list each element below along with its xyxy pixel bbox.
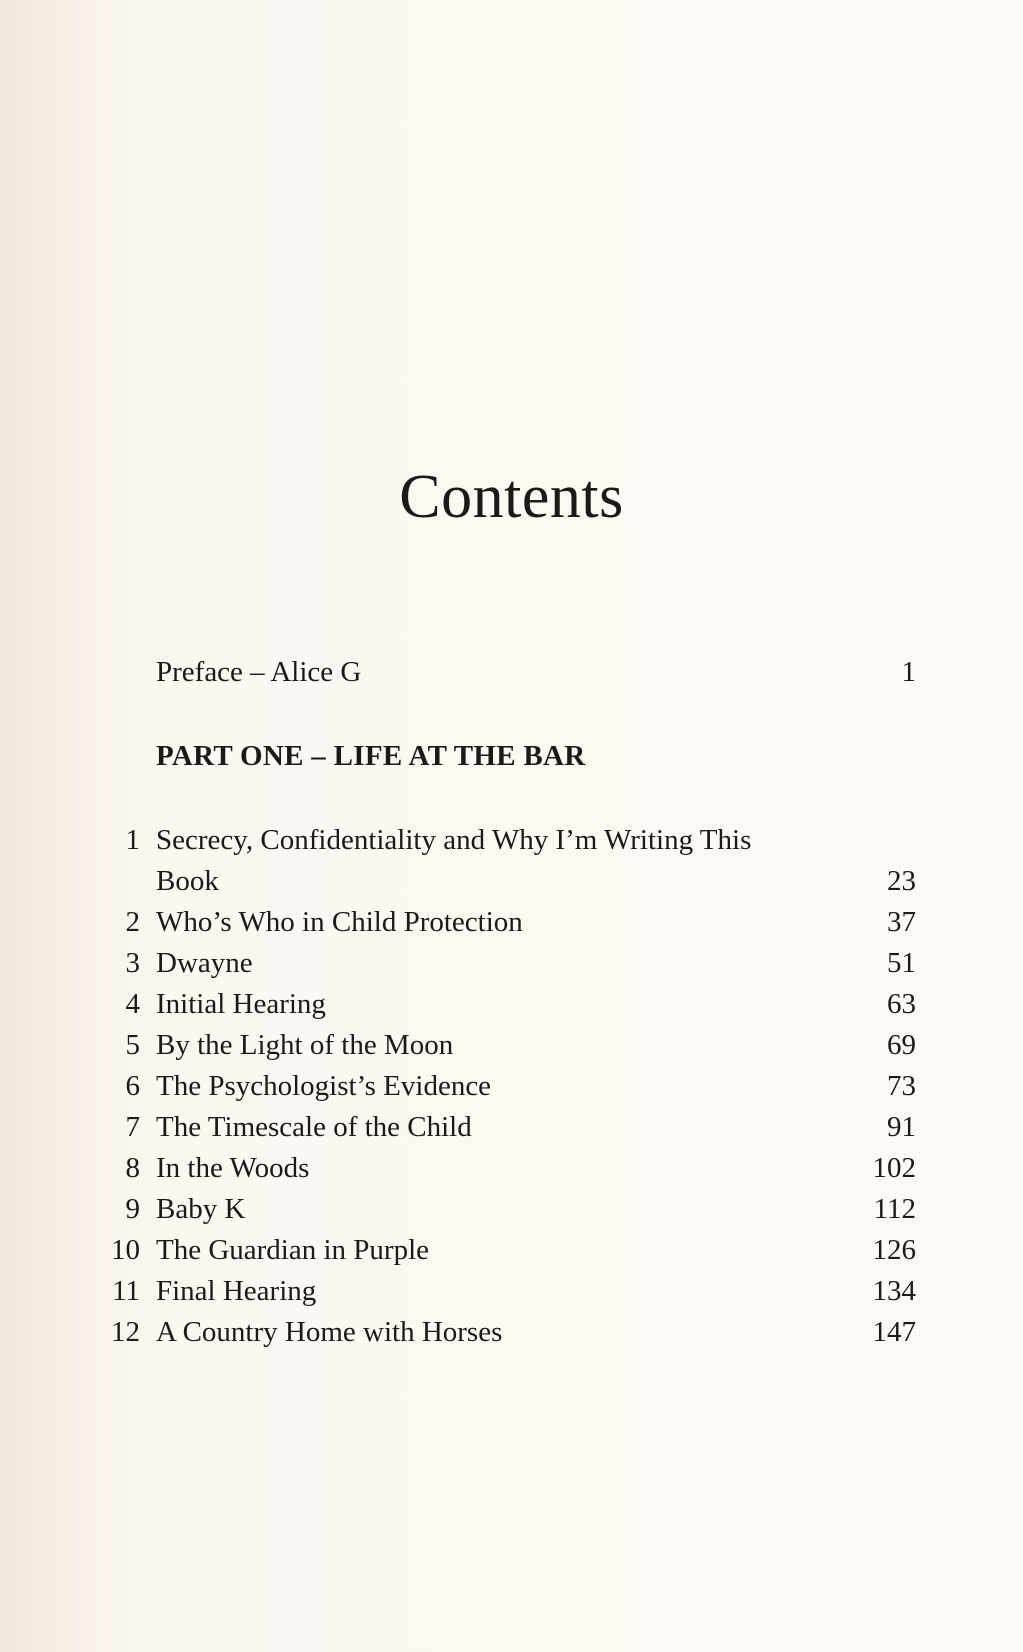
chapter-entry (90, 820, 916, 902)
chapter-number: 3 (125, 947, 140, 979)
chapter-page-number: 73 (887, 1070, 916, 1102)
chapter-entry (90, 1189, 916, 1230)
chapter-number: 11 (112, 1275, 140, 1307)
chapter-entry (90, 1230, 916, 1271)
chapter-entry (90, 1271, 916, 1312)
chapter-entry (90, 984, 916, 1025)
chapter-page-number: 69 (887, 1029, 916, 1061)
page-title: Contents (399, 463, 624, 531)
chapter-title: Secrecy, Confidentiality and Why I’m Writing This Book (156, 824, 752, 897)
chapter-entry (90, 1107, 916, 1148)
chapter-title: By the Light of the Moon (156, 1029, 454, 1061)
chapter-title: The Timescale of the Child (156, 1111, 472, 1143)
chapter-page-number: 23 (887, 865, 916, 897)
chapter-number: 12 (111, 1316, 140, 1348)
chapter-number: 10 (111, 1234, 140, 1266)
chapter-page-number: 147 (872, 1316, 916, 1348)
chapter-title: In the Woods (156, 1152, 310, 1184)
chapter-page-number: 126 (872, 1234, 916, 1266)
chapter-entry (90, 1025, 916, 1066)
chapter-entry (90, 1148, 916, 1189)
chapter-title: Initial Hearing (156, 988, 326, 1020)
chapter-title: Dwayne (156, 947, 253, 979)
chapter-number: 6 (125, 1070, 140, 1102)
part-heading: PART ONE – LIFE AT THE BAR (156, 740, 586, 772)
chapter-number: 7 (125, 1111, 140, 1143)
chapter-title: Baby K (156, 1193, 246, 1225)
preface-page-number: 1 (901, 656, 916, 688)
chapter-title: Who’s Who in Child Protection (156, 906, 523, 938)
chapter-entry (90, 943, 916, 984)
chapter-title: A Country Home with Horses (156, 1316, 503, 1348)
chapter-title: Final Hearing (156, 1275, 317, 1307)
preface-title: Preface – Alice G (156, 656, 362, 688)
chapter-number: 1 (125, 824, 140, 856)
chapter-entry (90, 1312, 916, 1353)
chapter-page-number: 112 (873, 1193, 916, 1225)
chapter-entry (90, 1066, 916, 1107)
chapter-number: 5 (125, 1029, 140, 1061)
chapter-number: 2 (125, 906, 140, 938)
chapter-list (90, 820, 916, 1353)
chapter-page-number: 51 (887, 947, 916, 979)
chapter-page-number: 37 (887, 906, 916, 938)
chapter-page-number: 134 (872, 1275, 916, 1307)
chapter-page-number: 91 (887, 1111, 916, 1143)
chapter-title: The Guardian in Purple (156, 1234, 430, 1266)
chapter-page-number: 63 (887, 988, 916, 1020)
chapter-title: The Psychologist’s Evidence (156, 1070, 492, 1102)
chapter-number: 4 (125, 988, 140, 1020)
chapter-entry (90, 902, 916, 943)
chapter-number: 8 (125, 1152, 140, 1184)
chapter-number: 9 (125, 1193, 140, 1225)
chapter-page-number: 102 (872, 1152, 916, 1184)
preface-entry (156, 656, 916, 696)
